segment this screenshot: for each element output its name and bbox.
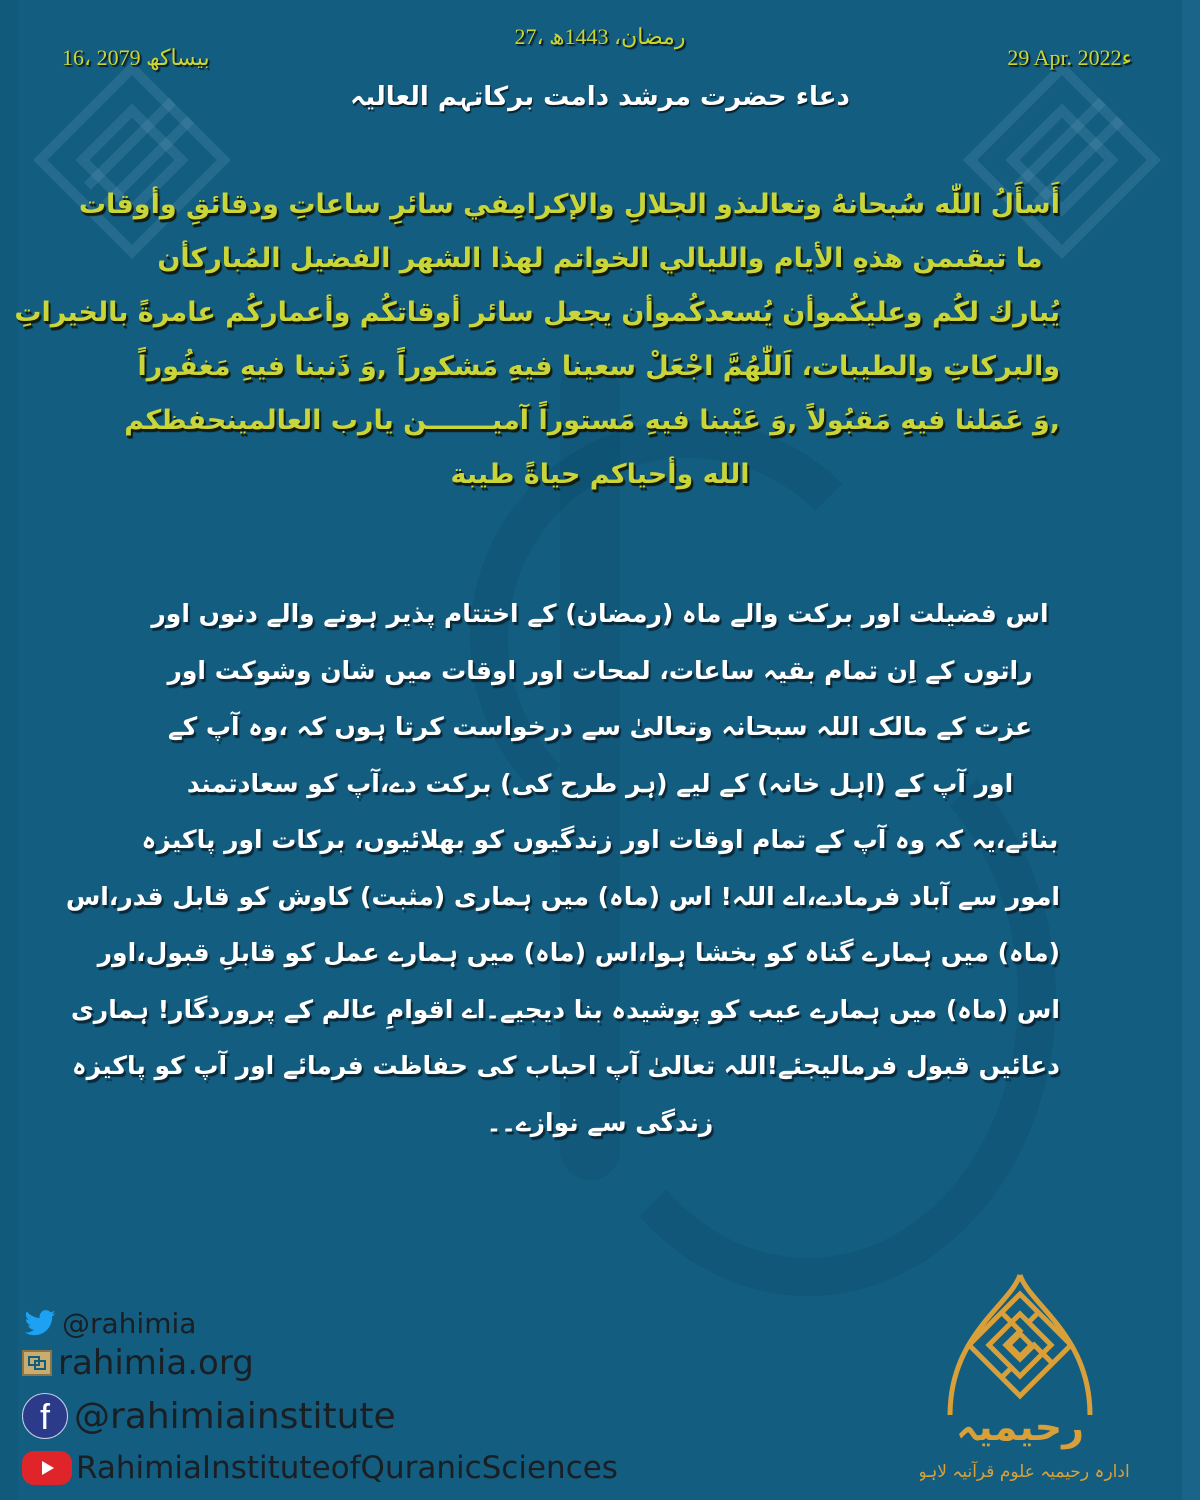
urdu-line: دعائیں قبول فرمالیجئے!اللہ تعالیٰ آپ احباب کی حفاظت فرمائے اور آپ کو پاکیزہ <box>72 1051 1060 1080</box>
logo-subtitle-text: ادارہ رحیمیہ علوم قرآنیہ لاہور <box>920 1462 1130 1482</box>
urdu-line: راتوں کے اِن تمام بقیہ ساعات، لمحات اور اوقات میں شان وشوکت اور <box>167 655 1033 685</box>
urdu-translation <box>65 586 1060 1151</box>
website-text: rahimia.org <box>58 1343 254 1383</box>
arabic-line: يُبارك لكُم وعليكُموأن يُسعدكُموأن يجعل سائر أوقاتكُم وأعماركُم عامرةً بالخيراتِ <box>14 297 1060 328</box>
left-edge-shade <box>0 0 18 1500</box>
date-hijri: 27، رمضان، 1443ھ <box>514 24 686 49</box>
arabic-line: ,وَ عَمَلنا فيهِ مَقبُولاً ,وَ عَيْبنا فيهِ مَستوراً آمیـــــــن يارب العالمينحفظكم <box>124 405 1060 436</box>
urdu-line: بنائے،یہ کہ وہ آپ کے تمام اوقات اور زندگیوں کو بھلائیوں، برکات اور پاکیزہ <box>141 825 1059 854</box>
urdu-line: اس فضیلت اور برکت والے ماہ (رمضان) کے اختتام پذیر ہونے والے دنوں اور <box>151 599 1049 628</box>
page-title: دعاء حضرت مرشد دامت برکاتہم العالیہ <box>350 82 850 112</box>
date-gregorian: 29 Apr. 2022ء <box>1007 45 1132 70</box>
urdu-line: عزت کے مالک اللہ سبحانہ وتعالیٰ سے درخواست کرتا ہوں کہ ،وہ آپ کے <box>167 712 1033 741</box>
urdu-line: اس (ماہ) میں ہمارے عیب کو پوشیدہ بنا دیجیے۔اے اقوامِ عالم کے پروردگار! ہماری <box>70 994 1060 1024</box>
right-edge-shade <box>1182 0 1200 1500</box>
logo-name-text: رحیمیہ <box>955 1405 1085 1449</box>
urdu-line: (ماہ) میں ہمارے گناہ کو بخشا ہوا،اس (ماہ) میں ہمارے عمل کو قابلِ قبول،اور <box>97 938 1060 967</box>
facebook-handle[interactable] <box>22 1393 396 1439</box>
urdu-line: اور آپ کے (اہل خانہ) کے لیے (ہر طرح کی) برکت دے،آپ کو سعادتمند <box>186 768 1014 798</box>
facebook-handle-text: @rahimiainstitute <box>74 1395 396 1437</box>
arabic-prayer <box>14 178 1060 502</box>
twitter-handle[interactable] <box>22 1307 196 1340</box>
youtube-play-icon <box>22 1451 72 1485</box>
urdu-line: زندگی سے نوازے۔۔ <box>486 1107 714 1137</box>
arabic-line: والبركاتِ والطيبات، اَللّٰهُمَّ اجْعَلْ سعينا فيهِ مَشكوراً ,وَ ذَنبنا فيهِ مَغفُوراً <box>137 351 1060 382</box>
rahimia-institute-logo <box>920 1265 1160 1495</box>
rahimia-logo-icon <box>22 1350 52 1376</box>
date-bikrami: 16، بیساکھ 2079 <box>62 45 210 70</box>
youtube-channel[interactable] <box>22 1450 618 1486</box>
youtube-channel-text: RahimiaInstituteofQuranicSciences <box>76 1450 618 1486</box>
twitter-bird-icon <box>22 1310 58 1338</box>
website-link[interactable] <box>22 1343 254 1383</box>
facebook-icon: f <box>22 1393 68 1439</box>
twitter-handle-text: @rahimia <box>62 1307 197 1340</box>
urdu-line: امور سے آباد فرمادے،اے اللہ! اس (ماہ) میں ہماری (مثبت) کاوش کو قابل قدر،اس <box>65 881 1060 911</box>
arabic-line: أَسأَلُ اللّٰه سُبحانهُ وتعالىذو الجلالِ والإكرامِفي سائرِ ساعاتِ ودقائقِ وأوقات <box>78 189 1060 220</box>
arabic-line: ما تبقىمن هذهِ الأيام والليالي الخواتم لهذا الشهر الفضيل المُباركأن <box>157 243 1043 274</box>
arabic-line: الله وأحياكم حياةً طيبة <box>450 459 750 490</box>
